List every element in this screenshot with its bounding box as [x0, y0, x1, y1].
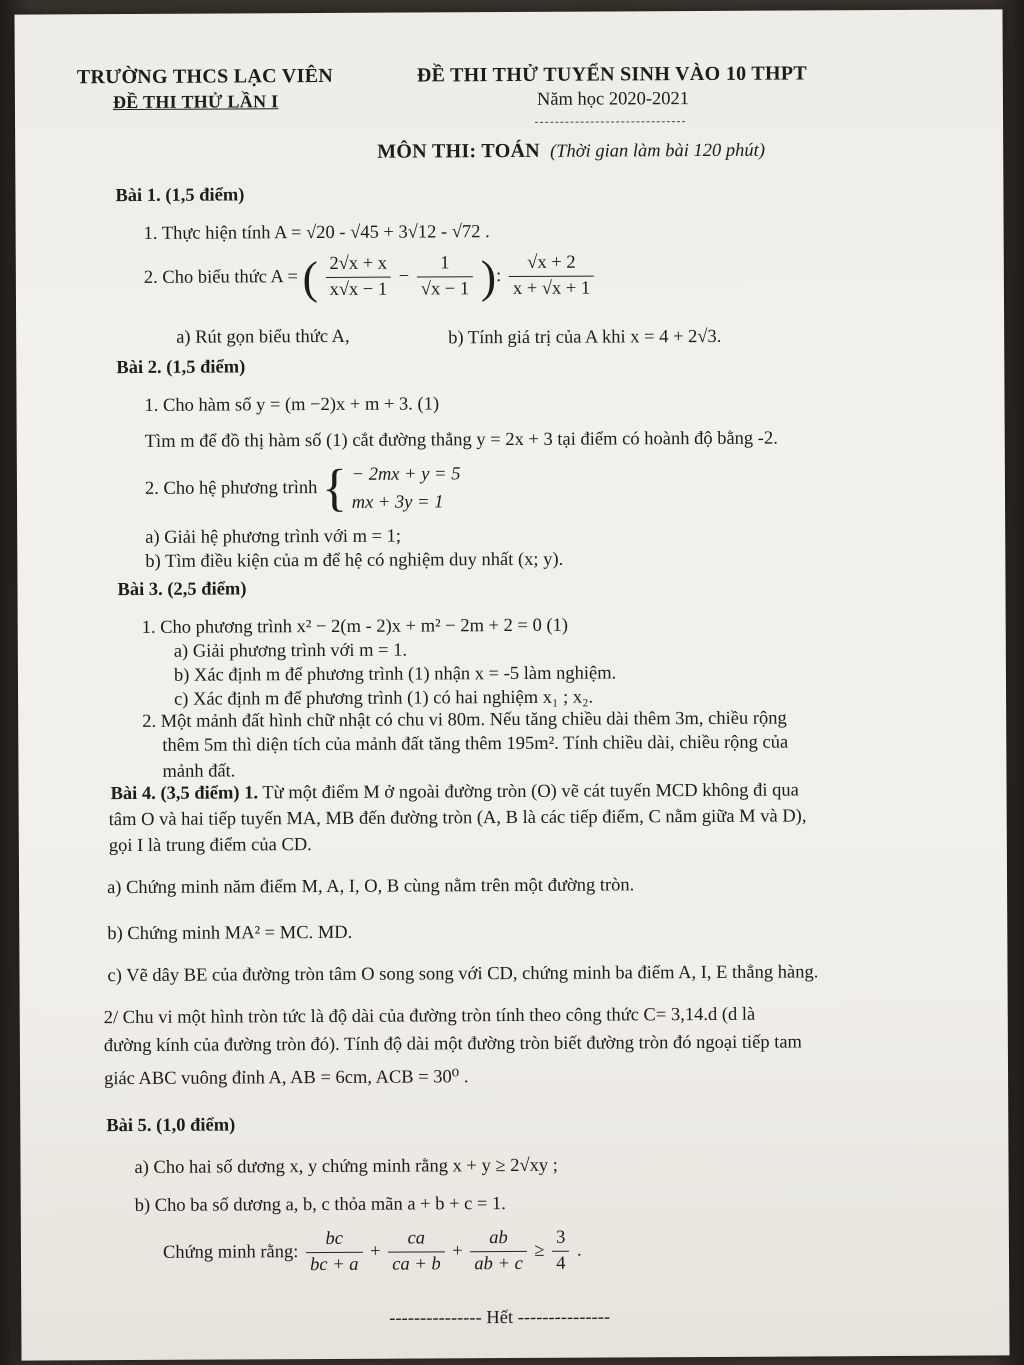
bai3-title: Bài 3. (2,5 điểm) — [117, 579, 247, 601]
bai2-q1-text: Tìm m để đồ thị hàm số (1) cắt đường thẳng y = 2x + 3 tại điểm có hoành độ bằng -2. — [144, 428, 778, 452]
bai5-frac3-den: ab + c — [474, 1253, 523, 1275]
bai4-p2-line3: giác ABC vuông đỉnh A, AB = 6cm, ACB = 30⁰ . — [104, 1067, 469, 1090]
bai4-p2-line1: 2/ Chu vi một hình tròn tức là độ dài của đường tròn tính theo công thức C= 3,14.d (d là — [103, 1004, 756, 1029]
equation-system — [351, 460, 460, 517]
header-divider — [535, 121, 685, 123]
bai1-qa: a) Rút gọn biểu thức A, — [176, 326, 350, 348]
bai5-rhs — [552, 1228, 569, 1275]
bai3-qa: a) Giải phương trình với m = 1. — [173, 640, 408, 662]
bai2-q2-lead: 2. Cho hệ phương trình — [144, 478, 318, 499]
bai1-q1-lead: 1. Thực hiện tính A = — [143, 223, 307, 244]
bai5-frac2 — [388, 1228, 445, 1275]
exam-attempt: ĐỀ THI THỬ LẦN I — [112, 91, 279, 113]
subject: MÔN THI: TOÁN — [377, 139, 541, 163]
bai5-title: Bài 5. (1,0 điểm) — [106, 1115, 236, 1137]
bai5-frac2-num: ca — [388, 1228, 445, 1252]
subject-line — [377, 139, 765, 164]
frac2-num: 1 — [417, 253, 473, 277]
school-year: Năm học 2020-2021 — [536, 89, 690, 110]
bai1-frac3 — [509, 253, 595, 300]
bai3-q2-line1: 2. Một mảnh đất hình chữ nhật có chu vi 80m. Nếu tăng chiều dài thêm 3m, chiều rộng — [142, 708, 787, 732]
bai5-prove: Chứng minh rằng: $\frac{bc}{bc + a}$ + $\frac{ca}{ca + b}$ + $\frac{ab}{ab + c}$ ≥ $\frac{3}{4}$ . — [162, 1227, 582, 1276]
bai2-q1: 1. Cho hàm số y = (m −2)x + m + 3. (1) — [144, 394, 440, 416]
frac3-num: √x + 2 — [509, 253, 594, 277]
bai2-qb: b) Tìm điều kiện của m để hệ có nghiệm duy nhất (x; y). — [145, 549, 564, 572]
bai1-title: Bài 1. (1,5 điểm) — [115, 185, 245, 207]
bai4-qc: c) Vẽ dây BE của đường tròn tâm O song song với CD, chứng minh ba điểm A, I, E thẳng hàng. — [107, 962, 819, 987]
duration: (Thời gian làm bài 120 phút) — [549, 140, 766, 162]
bai4-qb: b) Chứng minh MA² = MC. MD. — [107, 922, 353, 945]
bai1-q1-expr: √20 - √45 + 3√12 - √72 . — [306, 222, 490, 244]
bai5-frac2-den: ca + b — [392, 1254, 441, 1275]
bai5-frac3-num: ab — [470, 1228, 527, 1252]
frac3-den: x + √x + 1 — [512, 278, 591, 299]
bai5-qa: a) Cho hai số dương x, y chứng minh rằng x + y ≥ 2√xy ; — [134, 1155, 558, 1178]
bai1-frac1 — [325, 254, 391, 301]
bai4-title: Bài 4. (3,5 điểm) 1. — [110, 783, 259, 805]
bai4-p2-line2: đường kính của đường tròn đó). Tính độ dài một đường tròn biết đường tròn đó ngoại tiếp tam — [103, 1032, 802, 1057]
frac1-num: 2√x + x — [325, 254, 391, 278]
bai4-intro — [111, 780, 799, 805]
bai5-frac1-num: bc — [306, 1229, 363, 1253]
bai5-frac1 — [306, 1229, 363, 1276]
exam-title: ĐỀ THI THỬ TUYỂN SINH VÀO 10 THPT — [416, 62, 808, 87]
bai2-qa: a) Giải hệ phương trình với m = 1; — [145, 526, 402, 548]
bai2-title: Bài 2. (1,5 điểm) — [116, 357, 246, 379]
exam-paper — [14, 9, 1009, 1360]
bai1-qb: b) Tính giá trị của A khi x = 4 + 2√3. — [448, 326, 722, 349]
bai5-rhs-den: 4 — [556, 1253, 566, 1274]
bai3-qc: c) Xác định m để phương trình (1) có hai nghiệm x₁ ; x₂. — [174, 687, 594, 710]
bai5-qb: b) Cho ba số dương a, b, c thỏa mãn a + b + c = 1. — [134, 1194, 506, 1216]
bai3-q1: 1. Cho phương trình x² − 2(m - 2)x + m² − 2m + 2 = 0 (1) — [141, 615, 569, 638]
bai4-line3: gọi I là trung điểm của CD. — [108, 835, 312, 857]
bai4-line2: tâm O và hai tiếp tuyến MA, MB đến đường tròn (A, B là các tiếp điểm, C nằm giữa M và D), — [108, 806, 807, 831]
bai3-qb: b) Xác định m để phương trình (1) nhận x = -5 làm nghiệm. — [173, 663, 617, 686]
bai2-q2: 2. Cho hệ phương trình { − 2mx + y = 5 mx + 3y = 1 — [144, 459, 461, 517]
frac2-den: √x − 1 — [420, 279, 470, 300]
system-eq2: mx + 3y = 1 — [351, 491, 444, 513]
system-eq1: − 2mx + y = 5 — [351, 463, 461, 485]
bai3-q2-line2: thêm 5m thì diện tích của mảnh đất tăng thêm 195m². Tính chiều dài, chiều rộng của — [162, 732, 789, 756]
bai4-line1: Từ một điểm M ở ngoài đường tròn (O) vẽ cát tuyến MCD không đi qua — [257, 780, 799, 804]
bai5-frac3 — [470, 1228, 527, 1275]
bai5-frac1-den: bc + a — [310, 1254, 359, 1276]
bai1-q2: 2. Cho biểu thức A = ( $\frac{2√x + x}{x√x - 1}$ − $\frac{1}{√x - 1}$ ): $\frac{√x + 2}{x + √x + 1}$ — [144, 250, 598, 305]
bai1-q1 — [144, 222, 490, 245]
bai4-qa: a) Chứng minh năm điểm M, A, I, O, B cùng nằm trên một đường tròn. — [107, 875, 635, 899]
bai1-frac2 — [417, 253, 474, 300]
bai3-q2-line3: mảnh đất. — [162, 761, 236, 782]
bai5-prove-lead: Chứng minh rằng: — [162, 1242, 299, 1263]
bai5-rhs-num: 3 — [552, 1228, 569, 1252]
end-marker: --------------- Hết --------------- — [389, 1307, 611, 1329]
bai1-q2-lead: 2. Cho biểu thức A = — [143, 267, 298, 288]
frac1-den: x√x − 1 — [329, 279, 388, 300]
school-name: TRƯỜNG THCS LẠC VIÊN — [76, 64, 334, 89]
